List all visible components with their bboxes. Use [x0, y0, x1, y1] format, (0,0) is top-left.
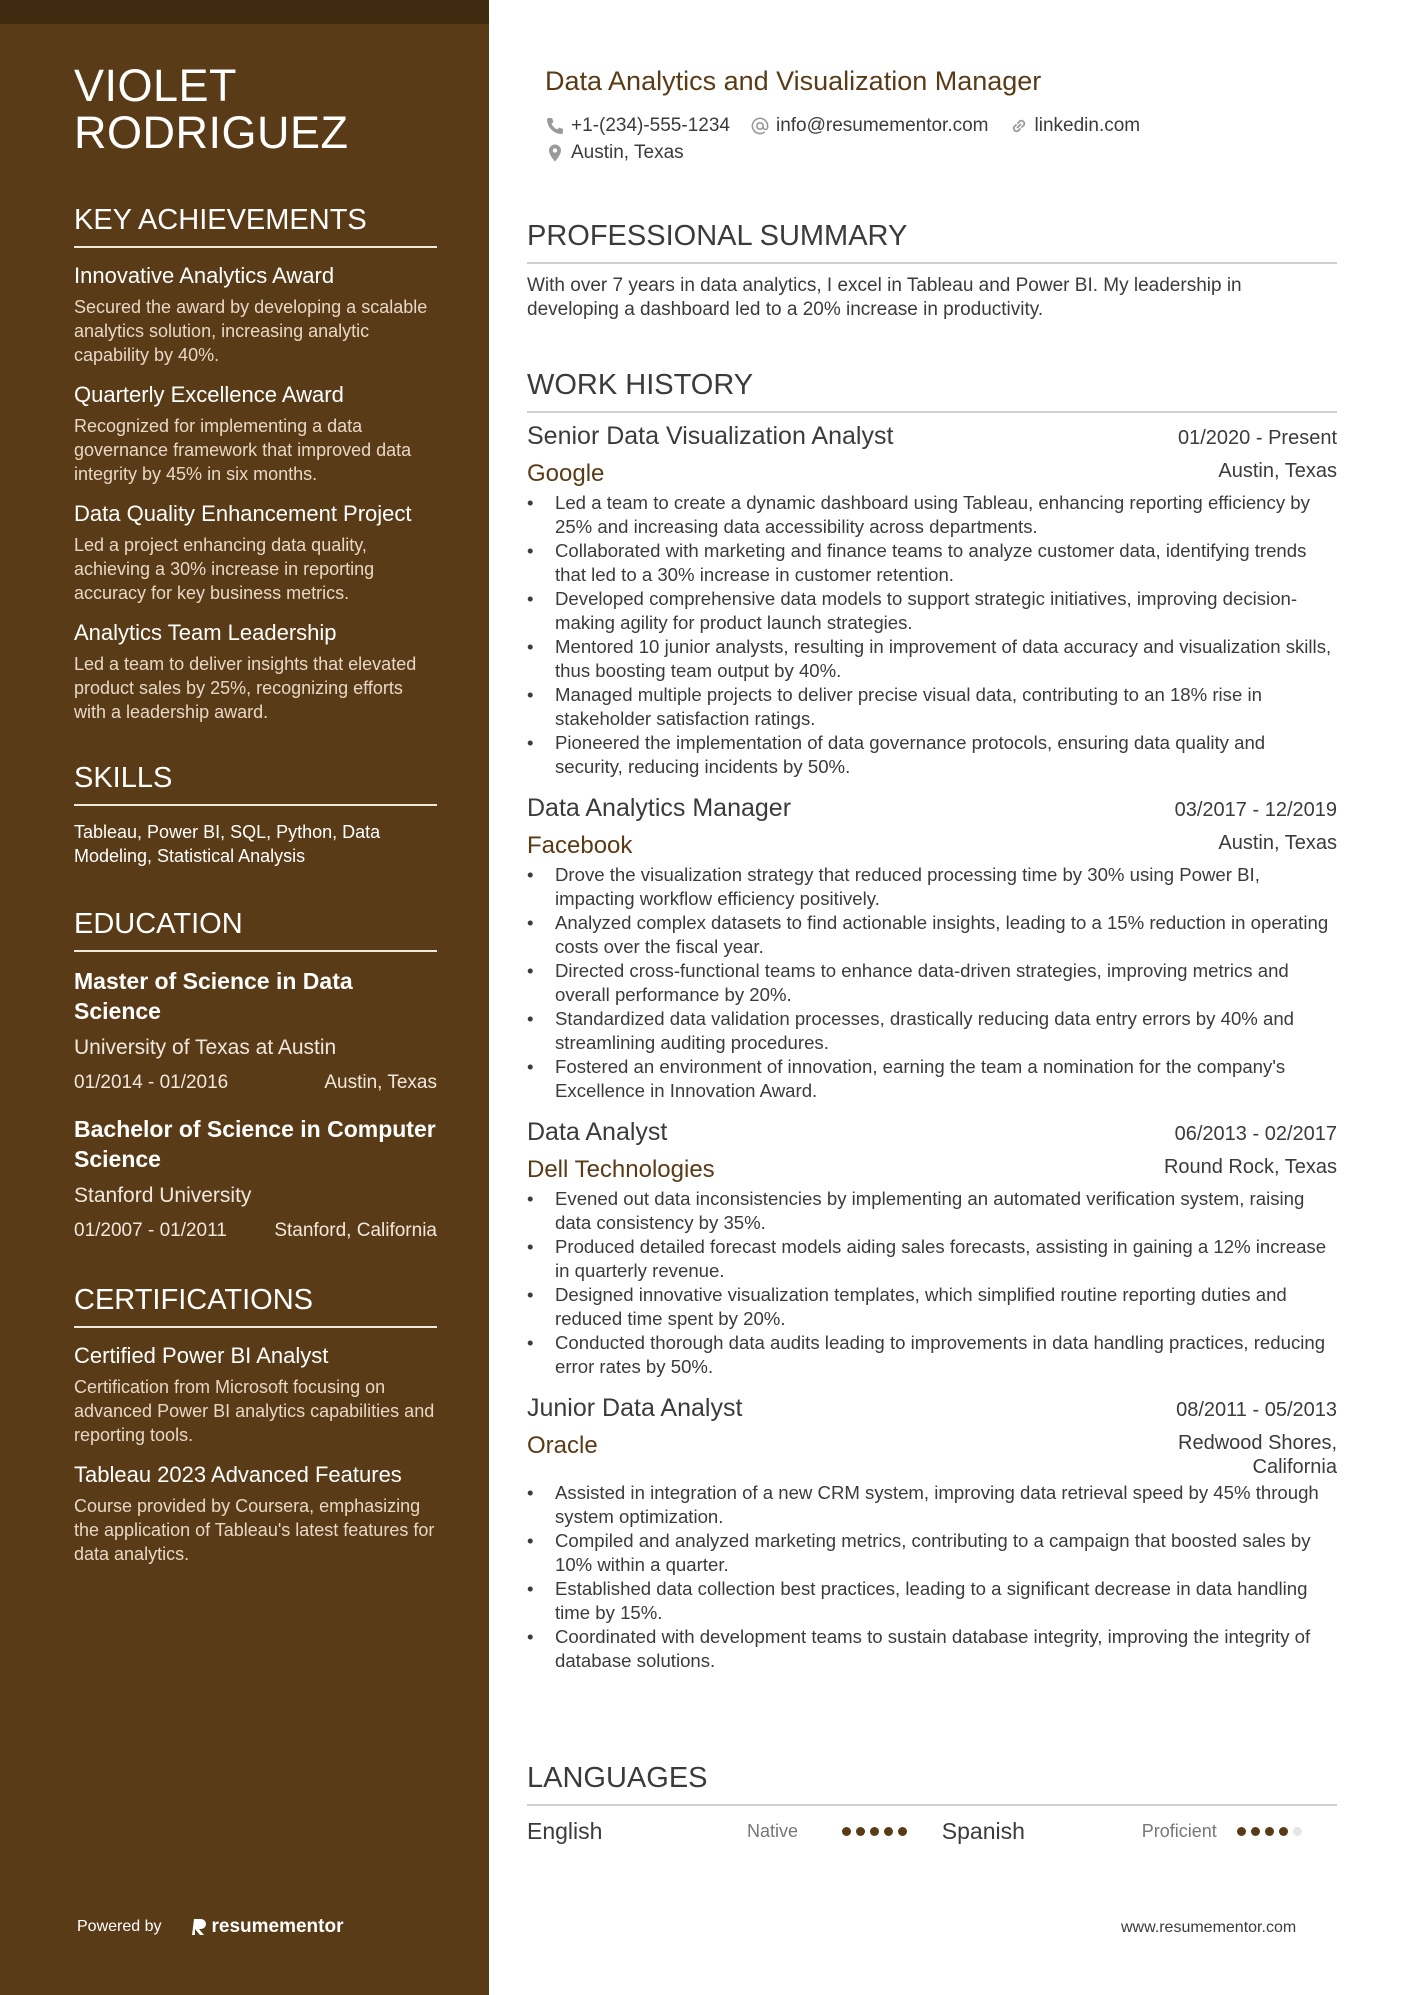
skills-title: SKILLS — [74, 760, 437, 806]
name-last: RODRIGUEZ — [74, 107, 349, 158]
rating-dot-filled — [898, 1827, 907, 1836]
achievement-title: Quarterly Excellence Award — [74, 382, 344, 407]
job-bullets — [527, 1481, 1337, 1673]
job-bullet: • Produced detailed forecast models aiding sales forecasts, assisting in gaining a 12% increase in quarterly revenue. — [527, 1235, 1337, 1283]
job-bullet: • Established data collection best practices, leading to a significant decrease in data handling time by 15%. — [527, 1577, 1337, 1625]
job-company: Oracle — [527, 1432, 598, 1459]
certification-desc: Course provided by Coursera, emphasizing the application of Tableau's latest features for data analytics. — [74, 1496, 435, 1564]
at-icon — [750, 116, 770, 136]
skills-section — [74, 760, 437, 868]
sidebar — [0, 0, 489, 1995]
job-bullet: • Evened out data inconsistencies by implementing an automated verification system, raising data consistency by 35%. — [527, 1187, 1337, 1235]
job-company: Google — [527, 460, 605, 487]
certification-title: Certified Power BI Analyst — [74, 1343, 329, 1368]
education-dates: 01/2007 - 01/2011 — [74, 1220, 227, 1241]
language-rating — [1237, 1827, 1302, 1836]
job-location: Round Rock, Texas — [1163, 1156, 1337, 1178]
location-pin-icon — [545, 143, 565, 163]
powered-by-label: Powered by — [77, 1918, 162, 1935]
job-dates: 03/2017 - 12/2019 — [1174, 799, 1337, 821]
rating-dot-filled — [842, 1827, 851, 1836]
language-rating — [842, 1827, 907, 1836]
job-entry — [527, 1391, 1337, 1673]
job-role: Data Analyst — [527, 1118, 668, 1146]
phone-icon — [545, 116, 565, 136]
language-level: Proficient — [1141, 1820, 1217, 1841]
summary-text: With over 7 years in data analytics, I excel in Tableau and Power BI. My leadership in developing a dashboard led to a 20% increase in productivity. — [527, 275, 1242, 320]
language-level: Native — [747, 1820, 799, 1841]
achievement-item — [74, 262, 437, 367]
powered-by — [77, 1916, 344, 1938]
achievement-title: Data Quality Enhancement Project — [74, 501, 412, 526]
job-bullet: • Conducted thorough data audits leading to improvements in data handling practices, reducing error rates by 50%. — [527, 1331, 1337, 1379]
job-bullets — [527, 1187, 1337, 1379]
job-role: Senior Data Visualization Analyst — [527, 422, 894, 450]
location-text: Austin, Texas — [571, 142, 684, 163]
education-section — [74, 906, 437, 1244]
certifications-title: CERTIFICATIONS — [74, 1282, 437, 1328]
language-item — [527, 1816, 942, 1846]
education-item — [74, 1114, 437, 1244]
job-bullet: • Collaborated with marketing and finance teams to analyze customer data, identifying trends that led to a 30% increase in customer retention. — [527, 539, 1337, 587]
language-name: Spanish — [941, 1818, 1025, 1844]
job-location: Austin, Texas — [1218, 832, 1337, 854]
footer-url[interactable]: www.resumementor.com — [1121, 1919, 1297, 1936]
job-bullets — [527, 863, 1337, 1103]
headline-title: Data Analytics and Visualization Manager — [545, 66, 1042, 96]
education-location: Stanford, California — [274, 1220, 437, 1241]
skills-list: Tableau, Power BI, SQL, Python, Data Modeling, Statistical Analysis — [74, 822, 381, 866]
job-bullet: • Analyzed complex datasets to find actionable insights, leading to a 15% reduction in operating costs over the fiscal year. — [527, 911, 1337, 959]
achievement-item — [74, 381, 437, 486]
education-dates: 01/2014 - 01/2016 — [74, 1072, 229, 1093]
rating-dot-filled — [1279, 1827, 1288, 1836]
job-bullet: • Fostered an environment of innovation, earning the team a nomination for the company's Excellence in Innovation Award. — [527, 1055, 1337, 1103]
certification-item — [74, 1461, 437, 1566]
education-item — [74, 966, 437, 1096]
education-location: Austin, Texas — [324, 1072, 437, 1093]
achievement-desc: Secured the award by developing a scalable analytics solution, increasing analytic capability by 40%. — [74, 297, 428, 365]
rating-dot-filled — [856, 1827, 865, 1836]
achievements-section — [74, 202, 437, 724]
work-history-section — [527, 367, 1337, 1673]
job-bullet: • Led a team to create a dynamic dashboard using Tableau, enhancing reporting efficiency by 25% and increasing data accessibility across departments. — [527, 491, 1337, 539]
achievement-item — [74, 500, 437, 605]
brand-logo[interactable] — [192, 1916, 344, 1938]
language-name: English — [527, 1818, 603, 1844]
rating-dot-filled — [870, 1827, 879, 1836]
job-location: Redwood Shores, California — [1178, 1432, 1337, 1478]
job-bullets — [527, 491, 1337, 779]
job-bullet: • Compiled and analyzed marketing metrics, contributing to a campaign that boosted sales by 10% within a quarter. — [527, 1529, 1337, 1577]
language-item — [942, 1816, 1337, 1846]
job-bullet: • Managed multiple projects to deliver precise visual data, contributing to an 18% rise in stakeholder satisfaction ratings. — [527, 683, 1337, 731]
achievement-item — [74, 619, 437, 724]
job-bullet: • Mentored 10 junior analysts, resulting in improvement of data accuracy and visualization skills, thus boosting team output by 40%. — [527, 635, 1337, 683]
job-bullet: • Coordinated with development teams to sustain database integrity, improving the integrity of database solutions. — [527, 1625, 1337, 1673]
job-bullet: • Standardized data validation processes, drastically reducing data entry errors by 40% and streamlining auditing procedures. — [527, 1007, 1337, 1055]
summary-section — [527, 218, 1337, 322]
link-icon — [1009, 116, 1029, 136]
phone-text: +1-(234)-555-1234 — [571, 115, 730, 136]
job-location: Austin, Texas — [1218, 460, 1337, 482]
job-bullet: • Developed comprehensive data models to support strategic initiatives, improving decision-making agility for product launch strategies. — [527, 587, 1337, 635]
job-bullet: • Drove the visualization strategy that reduced processing time by 30% using Power BI, impacting workflow efficiency positively. — [527, 863, 1337, 911]
job-bullet: • Assisted in integration of a new CRM system, improving data retrieval speed by 45% through system optimization. — [527, 1481, 1337, 1529]
achievement-title: Analytics Team Leadership — [74, 620, 337, 645]
job-company: Dell Technologies — [527, 1156, 715, 1183]
brand-name: resumementor — [211, 1916, 344, 1937]
job-dates: 08/2011 - 05/2013 — [1176, 1399, 1337, 1421]
achievement-title: Innovative Analytics Award — [74, 263, 335, 288]
job-bullet: • Directed cross-functional teams to enhance data-driven strategies, improving metrics and overall performance by 20%. — [527, 959, 1337, 1007]
education-title: EDUCATION — [74, 906, 437, 952]
job-entry — [527, 791, 1337, 1103]
achievement-desc: Led a project enhancing data quality, achieving a 30% increase in reporting accuracy for key business metrics. — [74, 535, 375, 603]
job-bullet: • Designed innovative visualization templates, which simplified routine reporting duties and reduced time spent by 20%. — [527, 1283, 1337, 1331]
contact-phone[interactable] — [545, 112, 730, 139]
job-dates: 01/2020 - Present — [1178, 427, 1337, 449]
candidate-name — [74, 62, 437, 156]
certification-item — [74, 1342, 437, 1447]
rating-dot-empty — [1293, 1827, 1302, 1836]
rating-dot-filled — [1251, 1827, 1260, 1836]
contact-block — [545, 112, 1325, 166]
languages-title: LANGUAGES — [527, 1760, 1337, 1806]
contact-email[interactable] — [750, 112, 989, 139]
certifications-section — [74, 1282, 437, 1566]
job-role: Data Analytics Manager — [527, 794, 792, 822]
languages-section — [527, 1760, 1337, 1846]
job-role: Junior Data Analyst — [527, 1394, 743, 1422]
achievement-desc: Recognized for implementing a data governance framework that improved data integrity by 45% in six months. — [74, 416, 412, 484]
certification-desc: Certification from Microsoft focusing on advanced Power BI analytics capabilities and reporting tools. — [74, 1377, 435, 1445]
contact-location — [545, 139, 684, 166]
rating-dot-filled — [1265, 1827, 1274, 1836]
sidebar-top-bar — [0, 0, 489, 24]
rating-dot-filled — [884, 1827, 893, 1836]
certification-title: Tableau 2023 Advanced Features — [74, 1462, 402, 1487]
resumementor-logo-icon — [192, 1917, 208, 1937]
linkedin-text: linkedin.com — [1034, 115, 1141, 136]
achievements-title: KEY ACHIEVEMENTS — [74, 202, 437, 248]
education-degree: Master of Science in Data Science — [74, 968, 353, 1024]
achievement-desc: Led a team to deliver insights that elevated product sales by 25%, recognizing efforts with a leadership award. — [74, 654, 417, 722]
rating-dot-filled — [1237, 1827, 1246, 1836]
job-entry — [527, 1115, 1337, 1379]
education-degree: Bachelor of Science in Computer Science — [74, 1116, 436, 1172]
contact-linkedin[interactable] — [1009, 112, 1141, 139]
summary-title: PROFESSIONAL SUMMARY — [527, 218, 1337, 264]
job-company: Facebook — [527, 832, 633, 859]
job-dates: 06/2013 - 02/2017 — [1174, 1123, 1337, 1145]
job-bullet: • Pioneered the implementation of data governance protocols, ensuring data quality and security, reducing incidents by 50%. — [527, 731, 1337, 779]
email-text: info@resumementor.com — [775, 115, 989, 136]
name-first: VIOLET — [74, 60, 238, 111]
education-school: Stanford University — [74, 1184, 252, 1207]
work-history-title: WORK HISTORY — [527, 367, 1337, 413]
job-entry — [527, 419, 1337, 779]
education-school: University of Texas at Austin — [74, 1036, 337, 1059]
